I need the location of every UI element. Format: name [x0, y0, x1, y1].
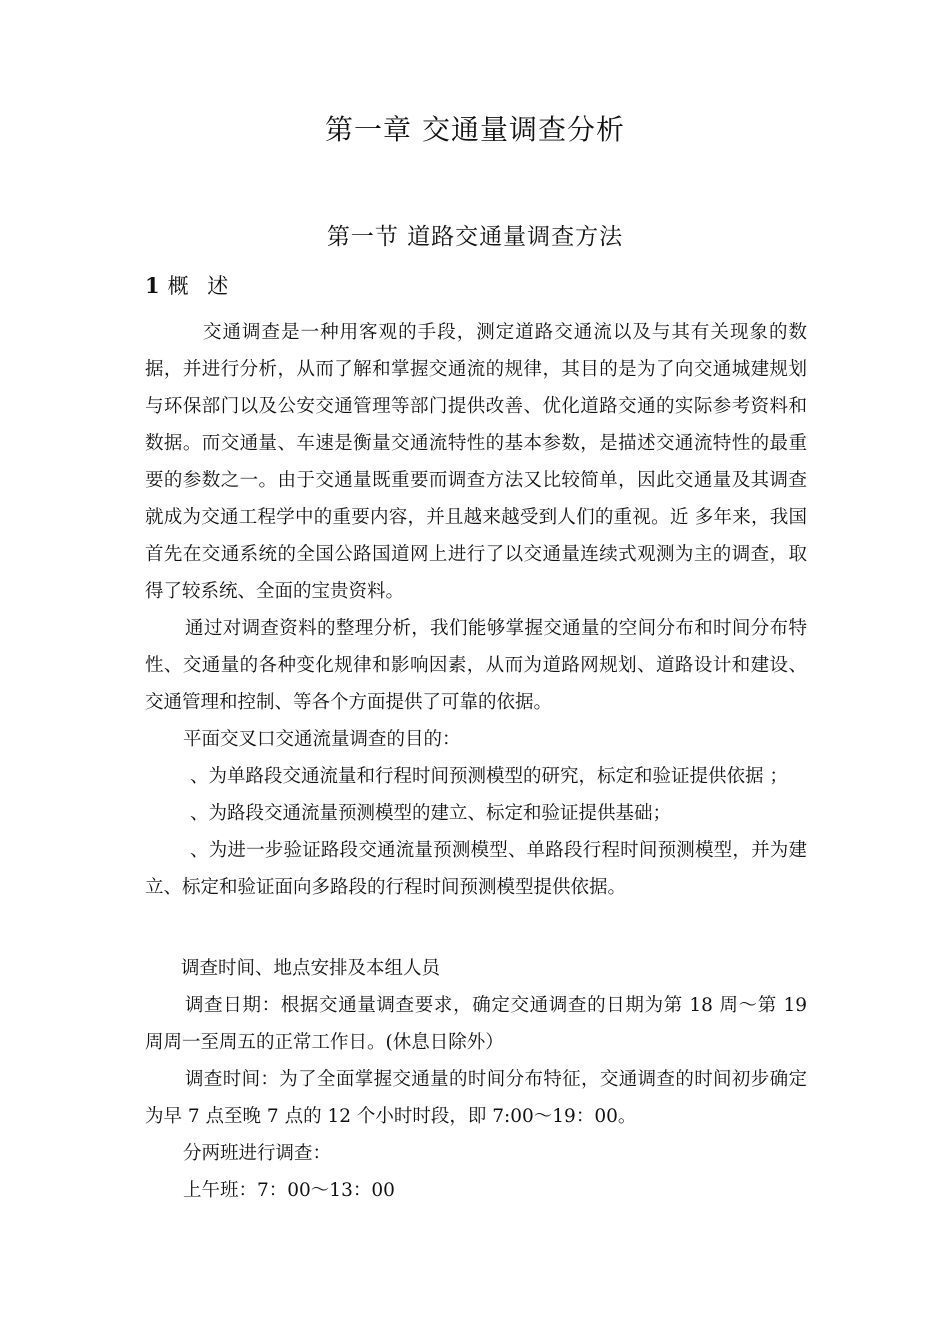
overview-heading-text: 概 述: [167, 274, 235, 298]
survey-time-paragraph: 调查时间：为了全面掌握交通量的时间分布特征，交通调查的时间初步确定为早 7 点至晚 7 点的 12 个小时时段，即 7:00～19：00。: [145, 1069, 807, 1127]
purpose-item-3: 、为进一步验证路段交通流量预测模型、单路段行程时间预测模型，并为建立、标定和验证面向多路段的行程时间预测模型提供依据。: [145, 840, 807, 898]
chapter-title: 第一章 交通量调查分析: [325, 113, 625, 146]
body-text-upper: [145, 314, 807, 906]
purpose-heading: 平面交叉口交通流量调查的目的：: [183, 729, 461, 750]
schedule-heading: 调查时间、地点安排及本组人员: [181, 958, 441, 979]
overview-heading-number: 1: [145, 273, 160, 298]
body-text-lower: [145, 950, 807, 1209]
shift-heading: 分两班进行调查：: [183, 1143, 332, 1164]
section-title: 第一节 道路交通量调查方法: [326, 224, 624, 250]
morning-shift: 上午班：7：00～13：00: [183, 1180, 395, 1201]
purpose-item-2: 、为路段交通流量预测模型的建立、标定和验证提供基础；: [190, 803, 672, 824]
overview-paragraph: 交通调查是一种用客观的手段，测定道路交通流以及与其有关现象的数据，并进行分析，从而了解和掌握交通流的规律，其目的是为了向交通城建规划与环保部门以及公安交通管理等部门提供改善、优化道路交通的实际参考资料和数据。而交通量、车速是衡量交通流特性的基本参数，是描述交通流特性的最重要的参数之一。由于交通量既重要而调查方法又比较简单，因此交通量及其调查就成为交通工程学中的重要内容，并且越来越受到人们的重视。近 多年来，我国首先在交通系统的全国公路国道网上进行了以交通量连续式观测为主的调查，取得了较系统、全面的宝贵资料。: [145, 322, 807, 602]
survey-date-paragraph: 调查日期：根据交通量调查要求，确定交通调查的日期为第 18 周～第 19 周周一至周五的正常工作日。(休息日除外）: [145, 995, 807, 1053]
purpose-item-1: 、为单路段交通流量和行程时间预测模型的研究，标定和验证提供依据 ；: [190, 766, 788, 787]
overview-heading: [145, 270, 234, 300]
analysis-paragraph: 通过对调查资料的整理分析，我们能够掌握交通量的空间分布和时间分布特性、交通量的各种变化规律和影响因素，从而为道路网规划、道路设计和建设、交通管理和控制、等各个方面提供了可靠的依据。: [145, 618, 807, 713]
